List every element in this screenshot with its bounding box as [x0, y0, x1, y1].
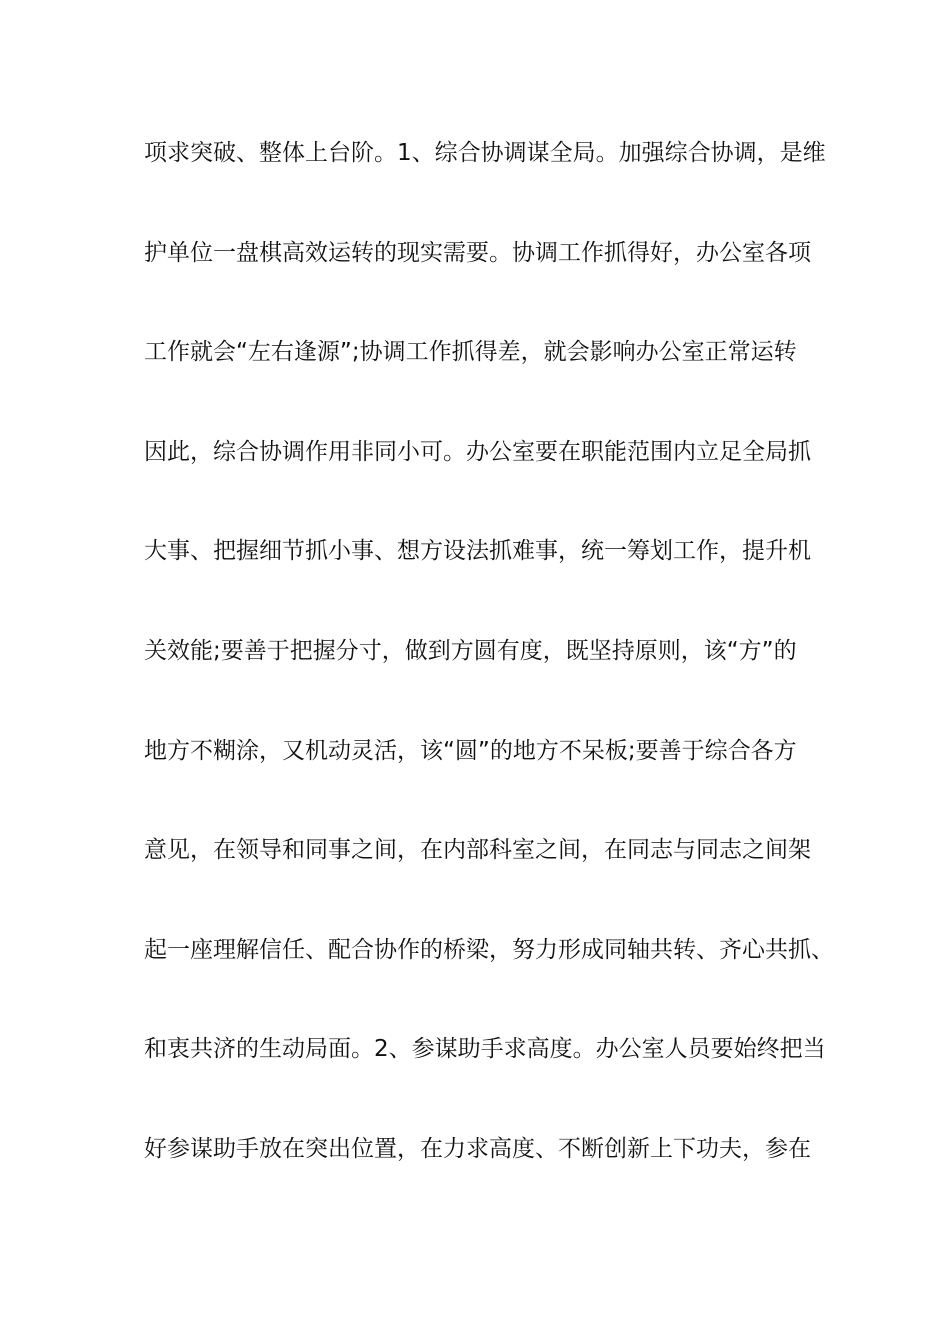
text-line: 大事、把握细节抓小事、想方设法抓难事，统一筹划工作，提升机 [144, 538, 811, 565]
text-line: 地方不糊涂，又机动灵活，该“圆”的地方不呆板;要善于综合各方 [144, 737, 797, 764]
text-line: 护单位一盘棋高效运转的现实需要。协调工作抓得好，办公室各项 [144, 239, 811, 266]
text-line: 和衷共济的生动局面。2、参谋助手求高度。办公室人员要始终把当 [144, 1036, 826, 1063]
text-line: 关效能;要善于把握分寸，做到方圆有度，既坚持原则，该“方”的 [144, 637, 797, 664]
text-line: 意见，在领导和同事之间，在内部科室之间，在同志与同志之间架 [144, 837, 811, 864]
document-body [144, 128, 834, 1224]
text-line: 因此，综合协调作用非同小可。办公室要在职能范围内立足全局抓 [144, 438, 811, 465]
text-line: 好参谋助手放在突出位置，在力求高度、不断创新上下功夫，参在 [144, 1135, 811, 1162]
text-line: 项求突破、整体上台阶。1、综合协调谋全局。加强综合协调，是维 [144, 140, 826, 166]
text-line: 起一座理解信任、配合协作的桥梁，努力形成同轴共转、齐心共抓、 [144, 936, 834, 963]
text-line: 工作就会“左右逢源”;协调工作抓得差，就会影响办公室正常运转 [144, 339, 797, 366]
